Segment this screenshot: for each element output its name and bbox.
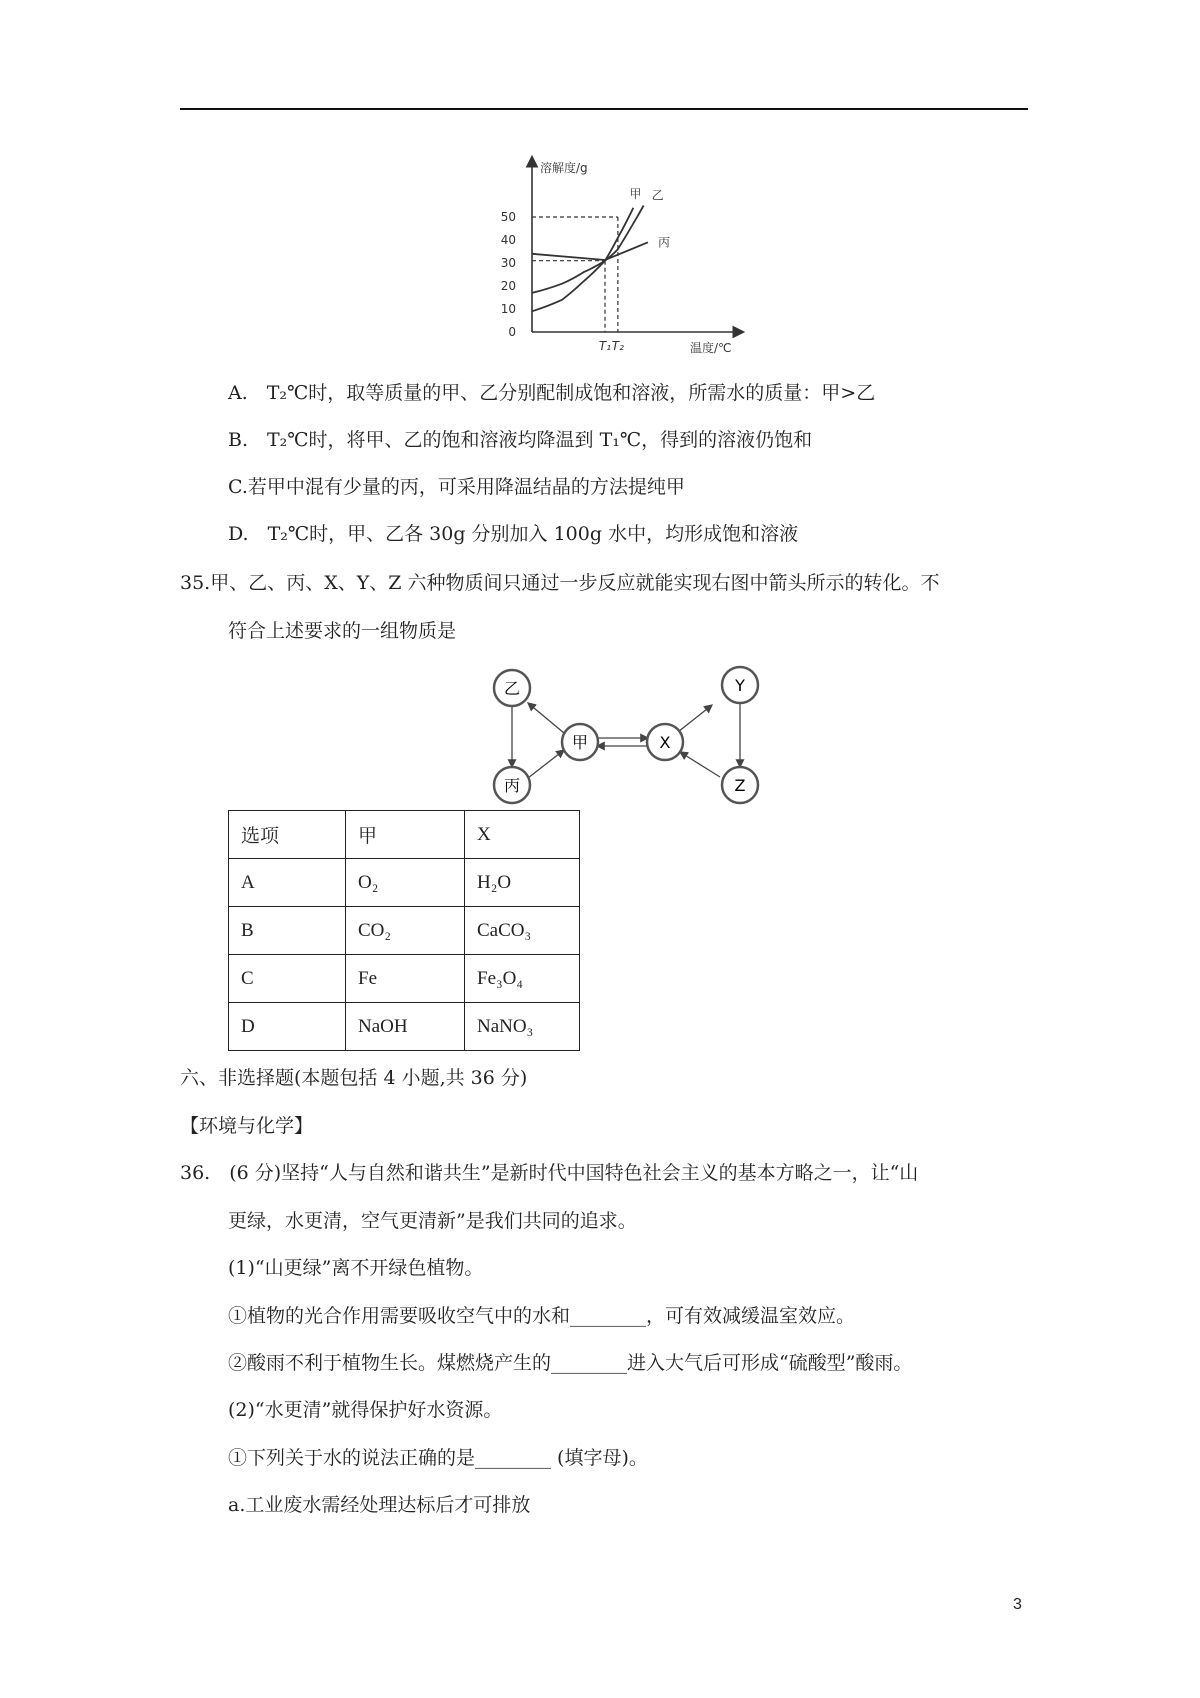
table-row	[229, 1003, 580, 1051]
header-cell-x: X	[465, 811, 580, 859]
table-row	[229, 859, 580, 907]
q34-option-c: C.若甲中混有少量的丙，可采用降温结晶的方法提纯甲	[228, 476, 685, 498]
page-number: 3	[1013, 1596, 1022, 1613]
q34-option-d: D. T₂℃时，甲、乙各 30g 分别加入 100g 水中，均形成饱和溶液	[228, 523, 799, 545]
solubility-chart	[480, 150, 750, 360]
series-label: 甲	[629, 186, 642, 201]
table-cell: NaOH	[346, 1003, 465, 1051]
arrow-z-to-x	[680, 752, 720, 777]
q35-stem-line1: 35.甲、乙、丙、X、Y、Z 六种物质间只通过一步反应就能实现右图中箭头所示的转化。不	[180, 572, 940, 594]
arrow-bing-to-jia	[528, 750, 564, 778]
q34-option-b: B. T₂℃时，将甲、乙的饱和溶液均降温到 T₁℃，得到的溶液仍饱和	[228, 429, 813, 451]
q35-options-table	[228, 810, 580, 1051]
q35-stem-line2: 符合上述要求的一组物质是	[228, 620, 457, 642]
table-row	[229, 907, 580, 955]
node-y	[722, 667, 758, 703]
svg-text:X: X	[659, 733, 671, 752]
transformation-diagram	[480, 660, 780, 810]
table-cell: NaNO₃	[465, 1003, 580, 1051]
y-tick-label: 20	[500, 279, 516, 293]
node-yi	[494, 670, 530, 706]
table-cell: H₂O	[465, 859, 580, 907]
section-six-heading: 六、非选择题(本题包括 4 小题,共 36 分)	[180, 1067, 528, 1089]
table-cell: Fe	[346, 955, 465, 1003]
table-cell: C	[229, 955, 346, 1003]
y-tick-labels	[501, 210, 516, 339]
series-group	[532, 187, 670, 311]
env-chem-heading: 【环境与化学】	[180, 1115, 314, 1137]
table-cell: A	[229, 859, 346, 907]
series-line-乙	[532, 206, 644, 293]
svg-text:丙: 丙	[503, 776, 521, 795]
q36-part1-item2: ②酸雨不利于植物生长。煤燃烧产生的________进入大气后可形成“硫酸型”酸雨。	[228, 1352, 913, 1374]
header-cell-jia: 甲	[346, 811, 465, 859]
q34-option-a: A. T₂℃时，取等质量的甲、乙分别配制成饱和溶液，所需水的质量：甲>乙	[228, 382, 876, 404]
series-line-丙	[532, 242, 648, 260]
table-cell: Fe₃O₄	[465, 955, 580, 1003]
q36-choice-a: a.工业废水需经处理达标后才可排放	[228, 1494, 531, 1516]
y-tick-label: 30	[500, 256, 516, 270]
q36-part2: (2)“水更清”就得保护好水资源。	[228, 1399, 503, 1421]
q36-part2-item1: ①下列关于水的说法正确的是________ (填字母)。	[228, 1447, 648, 1469]
y-tick-label: 50	[500, 210, 516, 224]
table-header-row	[229, 811, 580, 859]
q36-part1-item1: ①植物的光合作用需要吸收空气中的水和________，可有效减缓温室效应。	[228, 1305, 856, 1327]
svg-text:乙: 乙	[503, 679, 521, 698]
header-cell-option: 选项	[229, 811, 346, 859]
svg-text:甲: 甲	[571, 733, 589, 752]
y-tick-label: 10	[500, 302, 516, 316]
y-tick-label: 0	[508, 325, 516, 339]
table-row	[229, 955, 580, 1003]
series-label: 乙	[651, 188, 664, 203]
arrow-jia-to-yi	[528, 703, 564, 733]
x-tick-label: T₂	[611, 339, 624, 353]
x-axis-label: 温度/℃	[690, 341, 732, 355]
table-cell: O₂	[346, 859, 465, 907]
header-rule	[180, 108, 1028, 110]
table-cell: CO₂	[346, 907, 465, 955]
series-label: 丙	[657, 235, 670, 250]
guide-lines	[532, 217, 618, 332]
y-tick-label: 40	[500, 233, 516, 247]
node-jia	[562, 724, 598, 760]
node-x	[647, 724, 683, 760]
q36-line2: 更绿，水更清，空气更清新”是我们共同的追求。	[228, 1210, 637, 1232]
arrow-x-to-y	[678, 705, 712, 732]
node-bing	[494, 767, 530, 803]
svg-text:Y: Y	[735, 676, 745, 695]
table-cell: B	[229, 907, 346, 955]
y-axis-label: 溶解度/g	[540, 161, 588, 175]
q36-line1: 36. (6 分)坚持“人与自然和谐共生”是新时代中国特色社会主义的基本方略之一，让“山	[180, 1162, 919, 1184]
x-tick-labels	[599, 339, 624, 353]
table-cell: D	[229, 1003, 346, 1051]
svg-text:Z: Z	[734, 776, 746, 795]
q36-part1: (1)“山更绿”离不开绿色植物。	[228, 1257, 484, 1279]
table-cell: CaCO₃	[465, 907, 580, 955]
node-z	[722, 767, 758, 803]
x-tick-label: T₁	[598, 339, 612, 353]
